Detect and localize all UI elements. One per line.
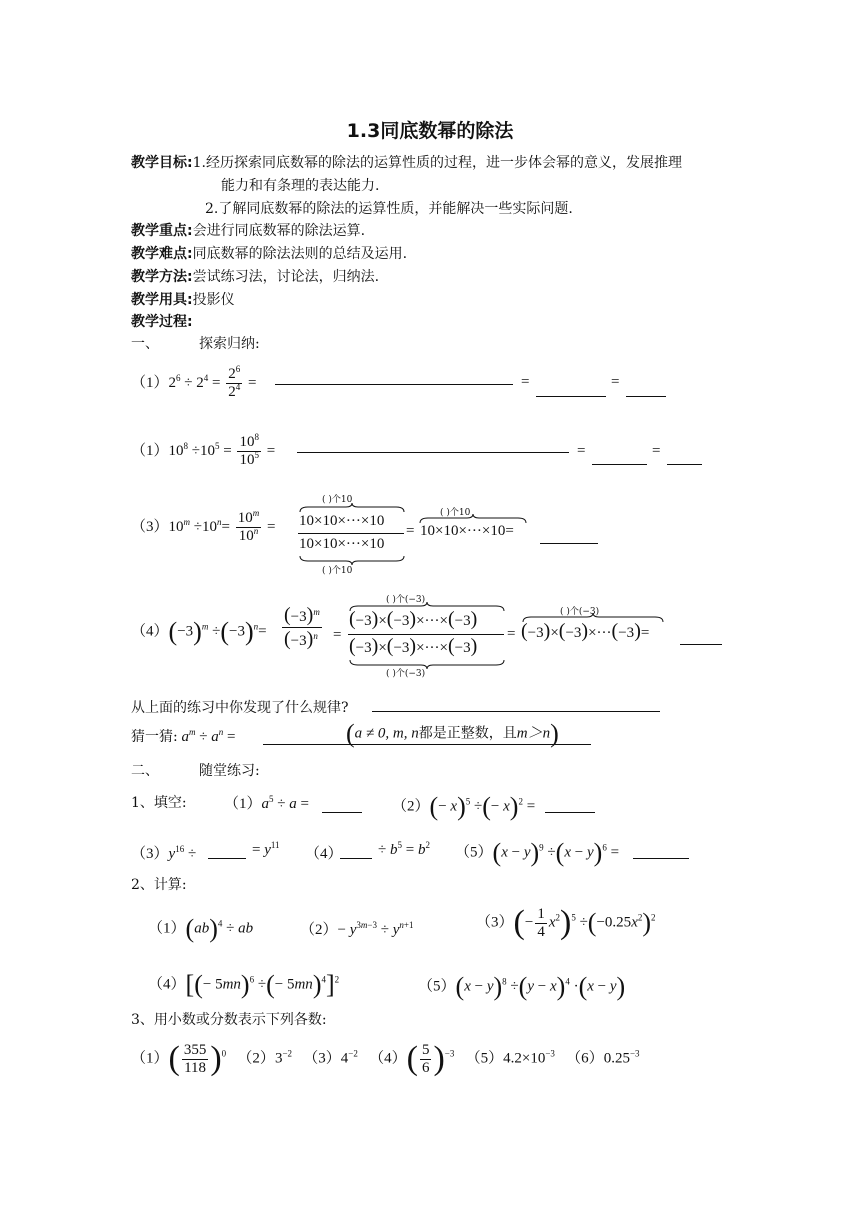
guess-row: 猜一猜: $a^m \div a^n$ = <box>131 727 236 745</box>
explore-2-label: （1） <box>131 442 169 459</box>
brace-label: ( )个10 <box>322 566 353 576</box>
focus-label: 教学重点: <box>131 223 193 239</box>
brace-bottom <box>348 659 506 669</box>
focus-text: 会进行同底数幂的除法运算. <box>192 223 366 239</box>
decimal-4-label: （4） <box>369 1050 407 1067</box>
fill-3: $(3)y^{16}$ ÷ <box>131 844 197 862</box>
blank-line[interactable] <box>540 543 598 544</box>
guess-condition-text: 都是正整数，且 <box>418 725 517 742</box>
brace-label: ( )个(−3) <box>386 595 426 605</box>
calc-1-label: （1） <box>148 920 186 937</box>
decimal-6-label: （6） <box>566 1050 604 1067</box>
goal-1b: 能力和有条理的表达能力. <box>221 178 380 194</box>
calc-5: $(5)(x - y)^8 \div(y - x)^4 \cdot(x - y)$ <box>418 972 626 1001</box>
difficulty-label: 教学难点: <box>131 246 193 262</box>
fill-row-1 <box>131 792 187 812</box>
product-neg3: (−3)×(−3)×···×(−3) <box>349 635 478 657</box>
fill-1: $(1)a^5 \div a$ = <box>224 794 309 812</box>
explore-3: $(3)10^m \div 10^n=$ $\frac{10^m}{10^n}$ = <box>131 508 276 544</box>
calc-2-label: （2） <box>300 922 338 938</box>
calc-2: $(2)- y^{3m-3} \div y^{n+1}$ <box>300 920 414 938</box>
decimal-label: 3、用小数或分数表示下列各数: <box>131 1012 327 1028</box>
brace-label: ( )个(−3) <box>560 607 600 617</box>
blank-line[interactable] <box>626 396 666 397</box>
blank-line[interactable] <box>340 858 372 859</box>
fill-2: $(2)(- x)^5$ ÷(− x)$^2$ = <box>392 792 536 821</box>
blank-line[interactable] <box>545 812 595 813</box>
section1-heading <box>131 333 260 355</box>
fill-2-label: （2） <box>392 798 430 815</box>
fill-5: $(5)(x - y)^9 \div(x - y)^6$ = <box>455 838 620 867</box>
difficulty-row <box>131 243 407 265</box>
fraction: $(-3)^m$ $(-3)^n$ <box>284 604 320 650</box>
tools-text: 投影仪 <box>192 292 235 308</box>
difficulty-text: 同底数幂的除法法则的总结及运用. <box>192 246 408 262</box>
guess-condition-ineq: m＞n <box>516 725 551 742</box>
blank-line[interactable] <box>667 464 702 465</box>
blank-line[interactable] <box>322 812 362 813</box>
brace-label: ( )个(−3) <box>386 669 426 679</box>
fill-label: 1、填空: <box>131 795 187 811</box>
section1-num: 一、 <box>131 336 159 352</box>
tools-label: 教学用具: <box>131 292 193 308</box>
section2-title: 随堂练习: <box>199 763 260 779</box>
focus-row <box>131 220 365 242</box>
process-label: 教学过程: <box>131 314 193 330</box>
goals-label: 教学目标: <box>131 155 193 171</box>
page-title: 1.3同底数幂的除法 <box>346 120 514 142</box>
explore-1: $(1)2^6 \div 2^4$ = $\frac{2^6}{2^4}$ = <box>131 364 257 400</box>
decimal-5-value: 4.2×10 <box>503 1050 546 1067</box>
blank-line[interactable] <box>592 464 647 465</box>
explore-4: $(4)(-3)^m \div(-3)^n=$ <box>131 617 267 646</box>
product-neg3: (−3)×(−3)×···×(−3) <box>349 608 478 630</box>
product-10: 10×10×···×10 <box>299 513 385 529</box>
goal-2: 2.了解同底数幂的除法的运算性质，并能解决一些实际问题. <box>205 201 573 217</box>
calc-5-label: （5） <box>418 978 456 995</box>
decimal-2-label: （2） <box>237 1050 275 1067</box>
tools-row <box>131 289 235 311</box>
rule-question: 从上面的练习中你发现了什么规律? <box>131 700 349 716</box>
product-10: 10×10×···×10 <box>299 536 385 552</box>
fraction: $\frac{10^8}{10^5}$ <box>239 432 259 468</box>
calc-4: $(4)[(- 5mn)^6$ ÷(− 5mn)$^4$]$^2$ <box>148 970 340 999</box>
method-label: 教学方法: <box>131 269 193 285</box>
fill-3-label: （3） <box>131 846 169 862</box>
decimal-5-label: （5） <box>465 1050 504 1067</box>
section1-title: 探索归纳: <box>199 336 260 352</box>
fraction: $\frac{10^m}{10^n}$ <box>237 508 260 544</box>
brace-label: ( )个10 <box>322 495 353 505</box>
goals-row <box>131 152 682 174</box>
blank-line[interactable] <box>372 711 660 712</box>
method-text: 尝试练习法，讨论法，归纳法. <box>192 269 380 285</box>
fill-1-label: （1） <box>224 796 262 812</box>
fill-4 <box>305 842 343 863</box>
brace-top <box>298 503 406 513</box>
blank-line[interactable] <box>208 858 246 859</box>
goal-1a: 1.经历探索同底数幂的除法的运算性质的过程，进一步体会幂的意义，发展推理 <box>192 155 682 171</box>
explore-3-label: （3） <box>131 518 169 535</box>
calc-3-label: （3） <box>476 914 514 931</box>
fill-5-label: （5） <box>455 844 493 861</box>
fraction: $\frac{5}{6}$ <box>421 1041 430 1076</box>
product-10: 10×10×···×10= <box>420 523 514 539</box>
calc-label: 2、计算: <box>131 877 187 893</box>
fill-4-label: （4） <box>305 846 343 862</box>
explore-2: $(1)10^8 \div 10^5$ = $\frac{10^8}{10^5}$ = <box>131 432 276 468</box>
decimal-3-label: （3） <box>303 1050 341 1067</box>
worksheet-page: 1.3同底数幂的除法 教学目标:1.经历探索同底数幂的除法的运算性质的过程，进一步体会幂的意义，发展推理 能力和有条理的表达能力. 2.了解同底数幂的除法的运算性质，并能解决一些实际问题. 教学重点:会进行同底数幂的除法运算. 教学难点:同底数幂的除法法则的总结及运用. 教学方法:尝试练习法，讨论法，归纳法. 教学用具:投影仪 教学过程: 一、 探索归纳: $(1)2^6 \div 2^4$ = $\frac{2^6}{2^4}$ = = = $(1)10^8 \div 10^5$ = $\frac{10^8}{10^5}$ = = = $(3)10^m \div 10^n=$ $\frac{10^m}{10^n}$ = ( )个10 10×10×···×10 10×10×···×10 ( )个10 = ( )个10 10×10×···×10= $(4)(-3)^m \div(-3)^n=$ $(-3)^m$ $(-3)^n$ = ( )个(−3) (−3)×(−3)×···×(−3) (−3)×(−3)×···×(−3) ( )个(−3) = ( )个(−3) (−3)×(−3)×···(−3)= 从上面的练习中你发现了什么规律? 猜一猜: $a^m \div a^n$ = (a ≠ 0, m, n都是正整数，且m＞n) 二、 随堂练习: 1、填空: $(1)a^5 \div a$ = $(2)(- x)^5$ ÷(− x)$^2$ = $(3)y^{16}$ ÷ = $y^{11}$ （4） ÷ $b^5 = b^2$ $(5)(x - y)^9 \div(x - y)^6$ = 2、计算: （1）(ab)$^4$ ÷ ab $(2)- y^{3m-3} \div y^{n+1}$ （3）(− $\frac{1}{4}$ $x^2)^5 \div(-0.25x^2)^2$ $(4)[(- 5mn)^6$ ÷(− 5mn)$^4$]$^2$ $(5)(x - y)^8 \div(y - x)^4 \cdot(x - y)$ 3、用小数或分数表示下列各数: （1）( $\frac{355}{118}$ )$^0$ $(2)3^{-2}$ $(3)4^{-2}$ （4）( $\frac{5}{6}$ )$^{-3}$ $(5)4.2\times 10^{-3}$ $(6)0.25^{-3}$ <box>0 0 860 1216</box>
explore-4-label: （4） <box>131 623 169 640</box>
guess-condition-vars: a ≠ 0, m, n <box>354 725 419 742</box>
brace-label: ( )个10 <box>440 508 471 518</box>
explore-1-label: （1） <box>131 374 169 391</box>
fraction: $\frac{1}{4}$ <box>537 905 545 940</box>
fraction: $\frac{2^6}{2^4}$ <box>228 364 241 400</box>
product-neg3: (−3)×(−3)×···(−3)= <box>521 620 650 642</box>
section2-heading <box>131 760 260 782</box>
fraction-bar <box>298 533 404 534</box>
guess-label: 猜一猜: <box>131 729 178 745</box>
blank-line[interactable] <box>536 396 606 397</box>
calc-3: （3）(− $\frac{1}{4}$ $x^2)^5 \div(-0.25x^2)^2$ <box>476 904 656 941</box>
guess-condition: (a ≠ 0, m, n都是正整数，且m＞n) <box>346 719 559 748</box>
blank-line[interactable] <box>633 858 689 859</box>
fraction: $\frac{355}{118}$ <box>183 1041 207 1076</box>
blank-line[interactable] <box>680 644 722 645</box>
decimal-row: （1）( $\frac{355}{118}$ )$^0$ $(2)3^{-2}$ $(3)4^{-2}$ （4）( $\frac{5}{6}$ )$^{-3}$ $(5)4.2\times 10^{-3}$ $(6)0.25^{-3}$ <box>131 1040 640 1077</box>
decimal-1-label: （1） <box>131 1050 169 1067</box>
method-row <box>131 266 379 288</box>
blank-line[interactable] <box>275 384 513 385</box>
section2-num: 二、 <box>131 763 159 779</box>
calc-4-label: （4） <box>148 976 186 993</box>
decimal-6-value: 0.25 <box>603 1050 630 1067</box>
blank-line[interactable] <box>297 452 569 453</box>
calc-1: （1）(ab)$^4$ ÷ ab <box>148 914 254 943</box>
